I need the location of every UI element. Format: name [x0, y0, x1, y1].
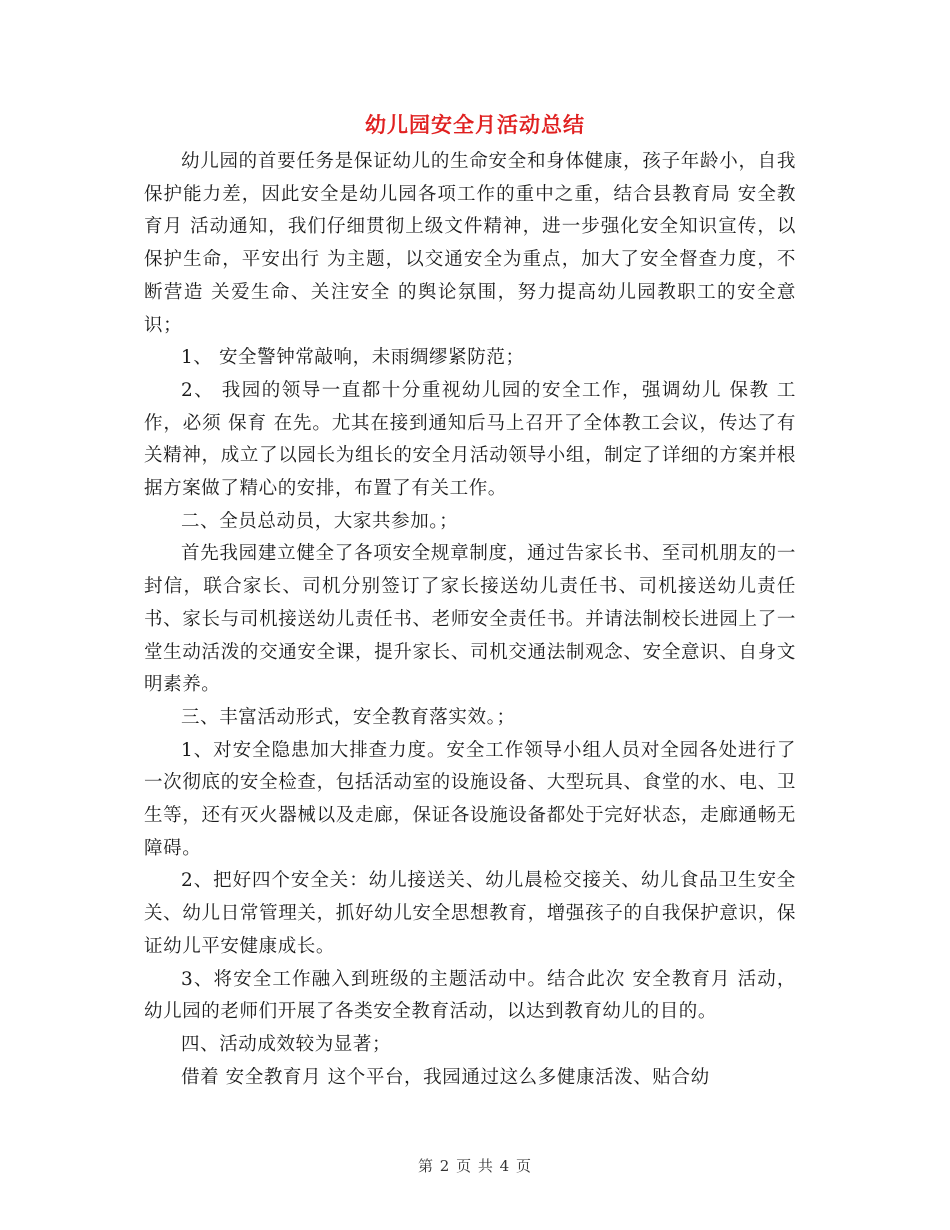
paragraph-section-4: 借着 安全教育月 这个平台，我园通过这么多健康活泼、贴合幼 [181, 1066, 710, 1088]
page-number-footer: 第 2 页 共 4 页 [418, 1157, 532, 1175]
paragraph-section-3-item-1: 1、对安全隐患加大排查力度。安全工作领导小组人员对全园各处进行了一次彻底的安全检查，包括活动室的设施设备、大型玩具、食堂的水、电、卫生等，还有灭火器械以及走廊，保证各设施设备都处于完好状态，走廊通畅无障碍。 [144, 739, 796, 859]
section-heading-3: 三、丰富活动形式，安全教育落实效。； [181, 706, 516, 728]
section-heading-4: 四、活动成效较为显著； [181, 1033, 392, 1055]
paragraph-item-1: 1、 安全警钟常敲响，未雨绸缪紧防范； [181, 347, 525, 369]
document-body [144, 146, 796, 1094]
paragraph-item-2: 2、 我园的领导一直都十分重视幼儿园的安全工作，强调幼儿 保教 工作，必须 保育 在先。尤其在接到通知后马上召开了全体教工会议，传达了有关精神，成立了以园长为组长的安全月活动领导小组，制定了详细的方案并根据方案做了精心的安排，布置了有关工作。 [144, 379, 796, 500]
document-title: 幼儿园安全月活动总结 [365, 112, 585, 137]
paragraph-section-3-item-3: 3、将安全工作融入到班级的主题活动中。结合此次 安全教育月 活动，幼儿园的老师们开展了各类安全教育活动，以达到教育幼儿的目的。 [144, 968, 796, 1023]
section-heading-2: 二、全员总动员，大家共参加。； [181, 510, 459, 532]
paragraph-section-2: 首先我园建立健全了各项安全规章制度，通过告家长书、至司机朋友的一封信，联合家长、司机分别签订了家长接送幼儿责任书、司机接送幼儿责任书、家长与司机接送幼儿责任书、老师安全责任书。并请法制校长进园上了一堂生动活泼的交通安全课，提升家长、司机交通法制观念、安全意识、自身文明素养。 [144, 543, 796, 696]
paragraph-section-3-item-2: 2、把好四个安全关：幼儿接送关、幼儿晨检交接关、幼儿食品卫生安全关、幼儿日常管理关，抓好幼儿安全思想教育，增强孩子的自我保护意识，保证幼儿平安健康成长。 [144, 870, 796, 957]
paragraph-intro: 幼儿园的首要任务是保证幼儿的生命安全和身体健康，孩子年龄小，自我保护能力差，因此安全是幼儿园各项工作的重中之重，结合县教育局 安全教育月 活动通知，我们仔细贯彻上级文件精神，进一步强化安全知识宣传，以 保护生命，平安出行 为主题，以交通安全为重点，加大了安全督查力度，不断营造 关爱生命、关注安全 的舆论氛围，努力提高幼儿园教职工的安全意识； [144, 151, 796, 336]
